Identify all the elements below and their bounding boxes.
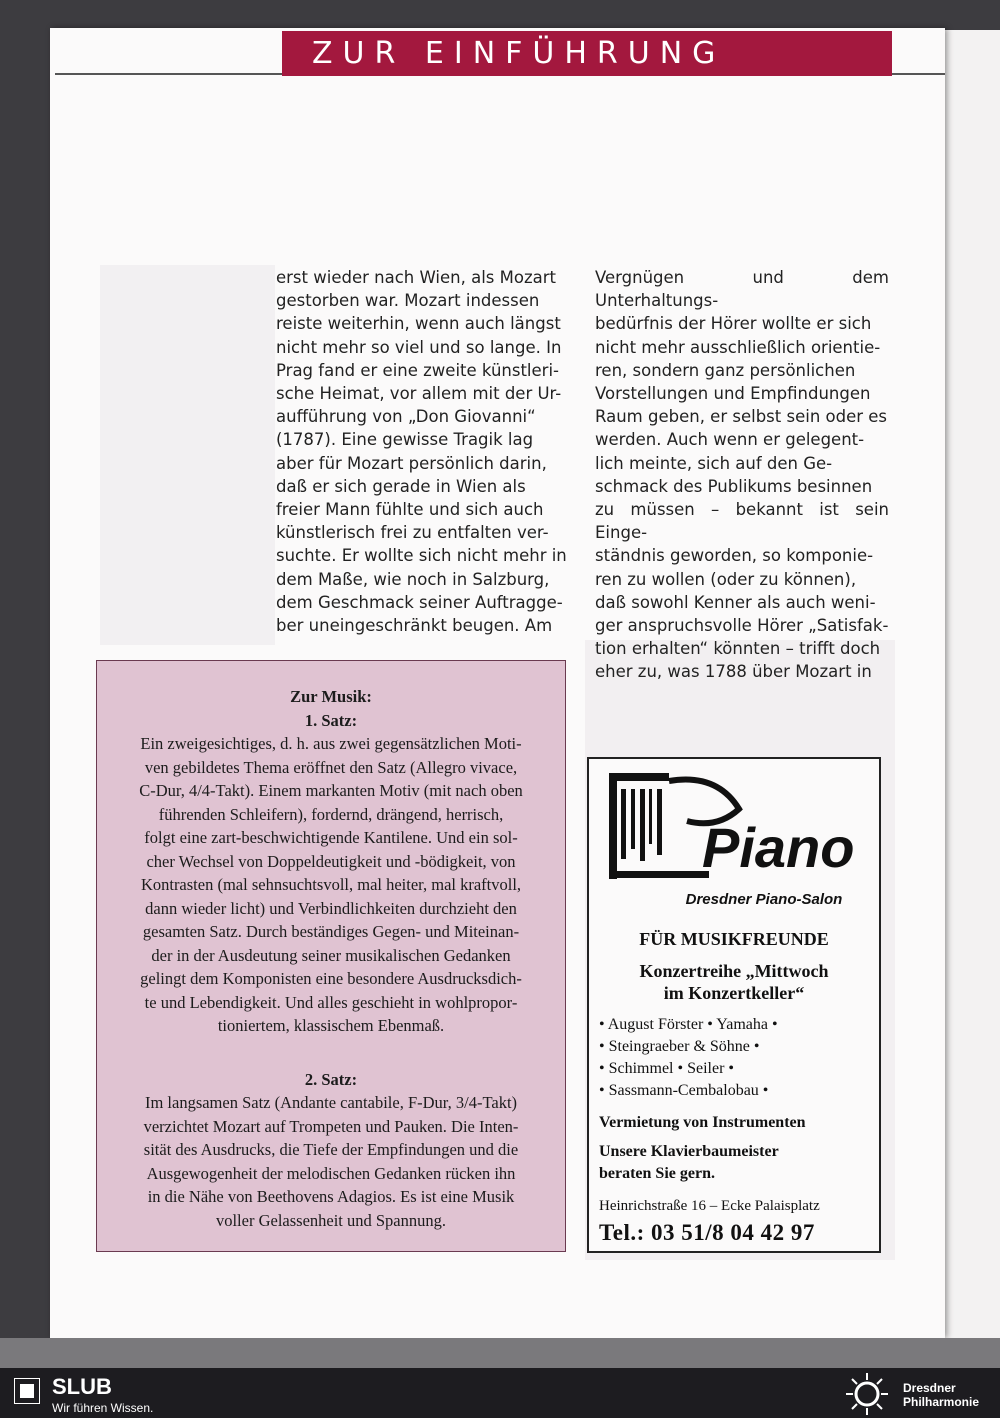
ad-brand-line: • Schimmel • Seiler • [599, 1060, 735, 1077]
text-line: ger anspruchsvolle Hörer „Satisfak- [595, 616, 889, 636]
ad-address: Heinrichstraße 16 – Ecke Palaisplatz [599, 1198, 820, 1214]
text-column-2 [595, 266, 889, 684]
ad-brand-line: • Steingraeber & Söhne • [599, 1038, 760, 1055]
section-title: ZUR EINFÜHRUNG [312, 36, 726, 71]
text-line: lich meinte, sich auf den Ge- [595, 453, 833, 473]
box-line: tioniertem, klassischem Ebenmaß. [217, 1016, 445, 1035]
box-line: folgt eine zart-beschwichtigende Kantilene. Und ein sol- [144, 828, 518, 847]
ad-subtitle: Dresdner Piano-Salon [685, 891, 843, 908]
text-line: (1787). Eine gewisse Tragik lag [276, 430, 534, 450]
text-line: aufführung von „Don Giovanni“ [276, 407, 536, 427]
text-line: daß sowohl Kenner als auch weni- [595, 592, 876, 612]
text-line: ber uneingeschränkt beugen. Am [276, 616, 553, 636]
box-line: Im langsamen Satz (Andante cantabile, F-Dur, 3/4-Takt) [144, 1093, 518, 1112]
box-line: verzichtet Mozart auf Trompeten und Pauken. Die Inten- [143, 1116, 519, 1136]
box-line: Kontrasten (mal sehnsuchtsvoll, mal heiter, mal kraftvoll, [140, 875, 522, 894]
text-line: werden. Auch wenn er gelegent- [595, 430, 865, 450]
text-line: ständnis geworden, so komponie- [595, 546, 874, 566]
text-line: bedürfnis der Hörer wollte er sich [595, 314, 872, 334]
box-line: cher Wechsel von Doppeldeutigkeit und -bödigkeit, von [146, 851, 516, 871]
text-line: gestorben war. Mozart indessen [276, 291, 540, 311]
text-line: nicht mehr so viel und so lange. In [276, 337, 562, 357]
slub-logo-icon[interactable] [14, 1378, 40, 1404]
text-line: Raum geben, er selbst sein oder es [595, 407, 888, 427]
box-line: in die Nähe von Beethovens Adagios. Es ist eine Musik [147, 1187, 515, 1206]
box-heading: Zur Musik: [290, 687, 372, 706]
text-column-1 [276, 266, 572, 637]
viewer-footer [0, 1368, 1000, 1418]
philharmonie-line-2: Philharmonie [903, 1395, 980, 1409]
spacer [115, 1038, 547, 1068]
text-line: ren, sondern ganz persönlichen [595, 360, 856, 380]
text-line: dem Maße, wie noch in Salzburg, [276, 569, 550, 589]
ad-phone: Tel.: 03 51/8 04 42 97 [599, 1220, 815, 1245]
piano-logo [607, 769, 867, 889]
text-line: Vorstellungen und Empfindungen [595, 384, 871, 404]
box-line: dann wieder licht) und Verbindlichkeiten durchzieht den [145, 898, 517, 918]
box-line: voller Gelassenheit und Spannung. [215, 1210, 447, 1230]
scan-margin [0, 1338, 1000, 1368]
ad-brand-line: • August Förster • Yamaha • [599, 1016, 778, 1033]
text-line: freier Mann fühlte und sich auch [276, 500, 544, 520]
logo-wordmark: Piano [702, 816, 855, 879]
satz2-title: 2. Satz: [304, 1069, 358, 1089]
ad-concert-line-1: Konzertreihe „Mittwoch [639, 961, 829, 981]
text-line: ren zu wollen (oder zu können), [595, 569, 857, 589]
box-line: Ein zweigesichtiges, d. h. aus zwei gegensätzlichen Moti- [140, 734, 522, 753]
text-line: dem Geschmack seiner Auftragge- [276, 592, 563, 612]
ad-advice-line-1: Unsere Klavierbaumeister [599, 1143, 779, 1160]
text-line: Prag fand er eine zweite künstleri- [276, 360, 559, 380]
box-line: Ausgewogenheit der melodischen Gedanken rücken ihn [146, 1163, 516, 1183]
slub-tagline: Wir führen Wissen. [52, 1401, 154, 1415]
box-line: gesamten Satz. Durch beständiges Gegen- und Miteinan- [142, 922, 520, 941]
text-line: nicht mehr ausschließlich orientie- [595, 337, 881, 357]
box-line: der in der Ausdeutung seiner musikalischen Gedanken [151, 945, 511, 965]
piano-salon-ad [587, 757, 881, 1253]
text-line: reiste weiterhin, wenn auch längst [276, 314, 561, 334]
text-line: eher zu, was 1788 über Mozart in [595, 662, 872, 682]
box-line: C-Dur, 4/4-Takt). Einem markanten Motiv (mit nach oben [139, 781, 523, 800]
box-line: gelingt dem Komponisten eine besondere Ausdrucksdich- [140, 969, 522, 988]
text-line: erst wieder nach Wien, als Mozart [276, 268, 557, 287]
satz1-title: 1. Satz: [304, 710, 358, 730]
section-header [282, 31, 892, 76]
text-line: Vergnügen und dem Unterhaltungs- [595, 268, 889, 311]
philharmonie-sunburst-icon[interactable] [843, 1371, 891, 1417]
slub-name[interactable]: SLUB [52, 1374, 112, 1399]
box-line: führenden Schleifern), fordernd, drängend, herrisch, [158, 804, 504, 824]
text-line: aber für Mozart persönlich darin, [276, 453, 547, 473]
next-page-edge [945, 30, 1000, 1340]
box-line: sität des Ausdrucks, die Tiefe der Empfindungen und die [143, 1140, 519, 1159]
ad-headline: FÜR MUSIKFREUNDE [639, 929, 829, 949]
text-line: daß er sich gerade in Wien als [276, 476, 526, 496]
box-line: ven gebildetes Thema eröffnet den Satz (Allegro vivace, [144, 757, 518, 777]
text-line: suchte. Er wollte sich nicht mehr in [276, 546, 567, 566]
philharmonie-name[interactable] [903, 1381, 979, 1409]
ad-rental: Vermietung von Instrumenten [599, 1114, 806, 1131]
text-line: zu müssen – bekannt ist sein Einge- [595, 500, 889, 543]
music-notes-box [96, 660, 566, 1252]
text-line: tion erhalten“ könnten – trifft doch [595, 639, 881, 659]
ad-advice-line-2: beraten Sie gern. [599, 1165, 715, 1182]
philharmonie-line-1: Dresdner [903, 1381, 956, 1395]
ad-brand-line: • Sassmann-Cembalobau • [599, 1082, 769, 1099]
text-line: künstlerisch frei zu entfalten ver- [276, 523, 549, 543]
text-line: sche Heimat, vor allem mit der Ur- [276, 384, 562, 404]
ad-concert-line-2: im Konzertkeller“ [663, 983, 805, 1003]
box-line: te und Lebendigkeit. Und alles geschieht in wohlpropor- [144, 992, 518, 1012]
text-line: schmack des Publikums besinnen [595, 476, 873, 496]
show-through-sidebar [100, 265, 275, 645]
